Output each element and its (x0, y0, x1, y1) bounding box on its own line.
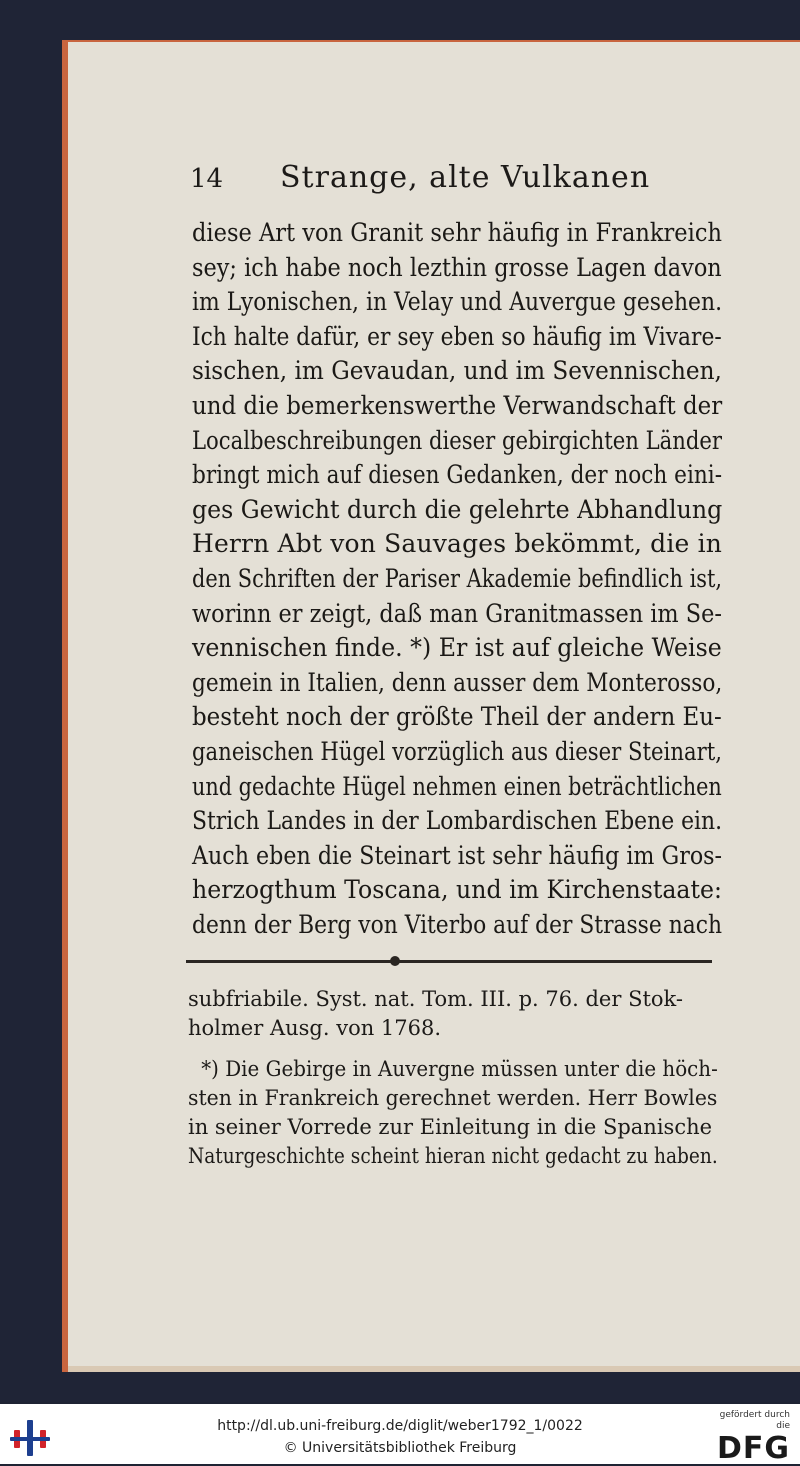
footnote-line: Naturgeschichte scheint hieran nicht gedacht zu haben. (188, 1144, 718, 1168)
dfg-logo (704, 1410, 790, 1466)
text-line: ges Gewicht durch die gelehrte Abhandlung (192, 494, 723, 524)
text-line: Auch eben die Steinart ist sehr häufig im Gros- (192, 840, 723, 870)
text-line: Strich Landes in der Lombardischen Ebene ein. (192, 806, 723, 836)
footnote-continued-line: holmer Ausg. von 1768. (188, 1016, 442, 1040)
text-line: worinn er zeigt, daß man Granitmassen im Se- (192, 598, 722, 628)
text-line: gemein in Italien, denn ausser dem Monterosso, (192, 667, 723, 697)
text-line: herzogthum Toscana, und im Kirchenstaate: (192, 875, 722, 905)
text-line: diese Art von Granit sehr häufig in Frankreich (192, 218, 722, 247)
text-line: den Schriften der Pariser Akademie befindlich ist, (192, 563, 722, 593)
running-head (190, 160, 730, 204)
text-line: Ich halte dafür, er sey eben so häufig im Vivare- (192, 321, 722, 351)
text-line: besteht noch der größte Theil der andern Eu- (192, 702, 722, 732)
footnote-line: in seiner Vorrede zur Einleitung in die Spanische (188, 1115, 713, 1139)
text-line: und gedachte Hügel nehmen einen beträchtlichen (192, 771, 722, 801)
text-line: ganeischen Hügel vorzüglich aus dieser Steinart, (192, 736, 722, 766)
footnote-rule (186, 960, 712, 963)
page-number: 14 (190, 164, 224, 194)
permalink-url[interactable]: http://dl.ub.uni-freiburg.de/diglit/weber1792_1/0022 (217, 1418, 583, 1434)
dfg-logo-text: DFG (716, 1431, 790, 1466)
footnote-line: sten in Frankreich gerechnet werden. Herr Bowles (188, 1086, 718, 1110)
footnotes (188, 985, 718, 1171)
text-line: im Lyonischen, in Velay und Auvergue gesehen. (192, 287, 723, 317)
text-line: denn der Berg von Viterbo auf der Strasse nach (192, 909, 722, 939)
text-line: vennischen finde. *) Er ist auf gleiche Weise (192, 633, 722, 663)
footnote-continued-line: subfriabile. Syst. nat. Tom. III. p. 76. der Stok- (188, 987, 683, 1011)
text-line: bringt mich auf diesen Gedanken, der noch eini- (192, 460, 722, 490)
running-head-title: Strange, alte Vulkanen (280, 160, 651, 195)
text-line: Localbeschreibungen dieser gebirgichten Länder (192, 425, 723, 455)
body-text (192, 216, 722, 942)
text-line: sey; ich habe noch lezthin grosse Lagen davon (192, 252, 722, 282)
footnote-line: *) Die Gebirge in Auvergne müssen unter die höch- (201, 1057, 718, 1081)
viewer-footer (0, 1404, 800, 1464)
text-line: Herrn Abt von Sauvages bekömmt, die in (192, 529, 722, 559)
footnote-rule-ornament (390, 956, 400, 966)
copyright-notice: © Universitätsbibliothek Freiburg (283, 1440, 517, 1456)
text-line: sischen, im Gevaudan, und im Sevennischen, (192, 356, 722, 386)
text-line: und die bemerkenswerthe Verwandschaft der (192, 390, 723, 420)
dfg-caption: gefördert durch die (719, 1410, 790, 1431)
